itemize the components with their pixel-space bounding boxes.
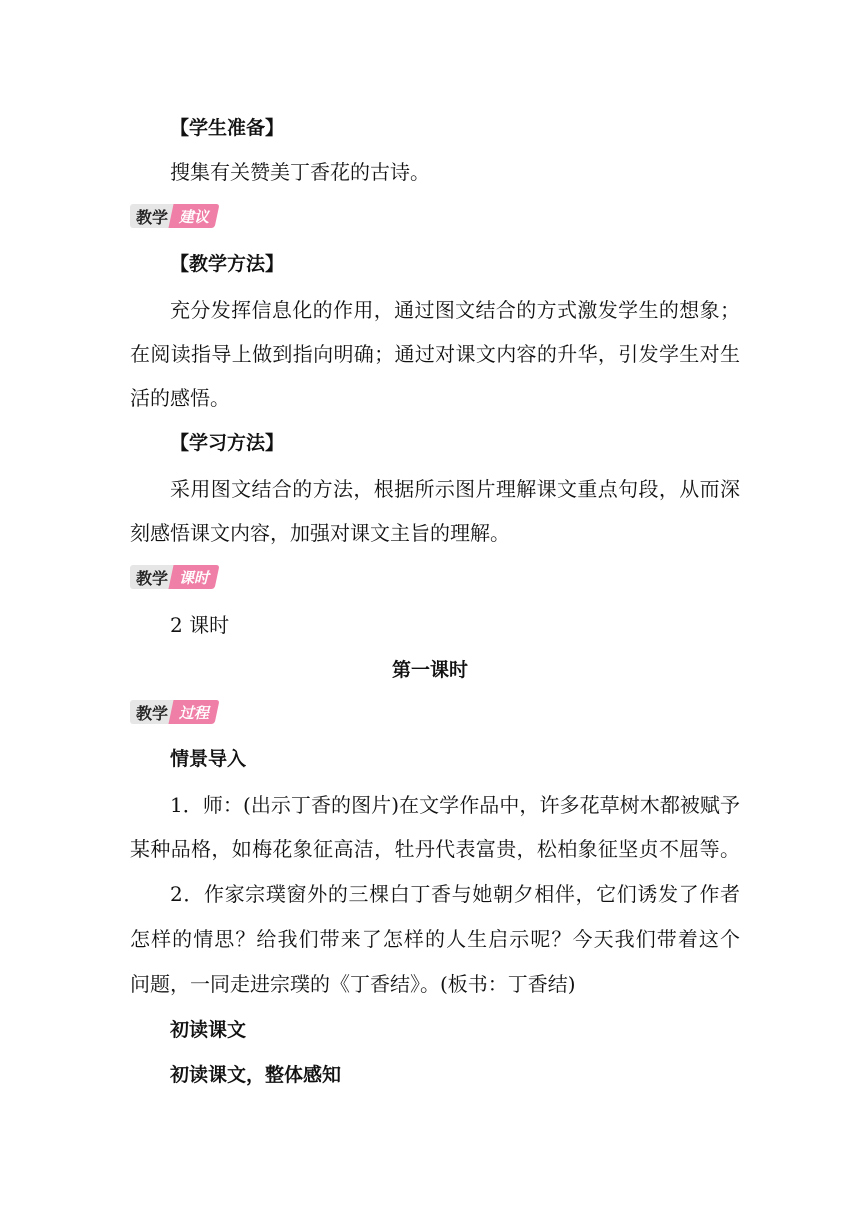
badge-teaching-hours (130, 565, 217, 589)
badge-teaching-suggestion (130, 204, 217, 228)
intro-p1-line-2: 某种品格，如梅花象征高洁，牡丹代表富贵，松柏象征坚贞不屈等。 (130, 837, 740, 861)
badge-right-label: 课时 (168, 565, 219, 589)
intro-p2-line-3: 问题，一同走进宗璞的《丁香结》。(板书：丁香结) (130, 972, 576, 996)
badge-left-label: 教学 (130, 204, 174, 228)
badge-right-label: 建议 (168, 204, 219, 228)
badge-left-label: 教学 (130, 565, 174, 589)
intro-p2-line-2: 怎样的情思？给我们带来了怎样的人生启示呢？今天我们带着这个 (130, 927, 740, 951)
student-prep-body: 搜集有关赞美丁香花的古诗。 (170, 160, 430, 184)
intro-p1-line-1: 1．师：(出示丁香的图片)在文学作品中，许多花草树木都被赋予 (170, 793, 740, 817)
learning-method-line-2: 刻感悟课文内容，加强对课文主旨的理解。 (130, 521, 510, 545)
teaching-method-line-3: 活的感悟。 (130, 386, 230, 410)
intro-p2-line-1: 2．作家宗璞窗外的三棵白丁香与她朝夕相伴，它们诱发了作者 (170, 882, 740, 906)
teaching-method-line-1: 充分发挥信息化的作用，通过图文结合的方式激发学生的想象； (170, 298, 740, 322)
lesson-title: 第一课时 (391, 659, 468, 681)
badge-right-label: 过程 (168, 700, 219, 724)
teaching-method-heading: 【教学方法】 (170, 253, 285, 275)
first-read-subheading: 初读课文，整体感知 (170, 1064, 342, 1086)
teaching-method-line-2: 在阅读指导上做到指向明确；通过对课文内容的升华，引发学生对生 (130, 342, 740, 366)
first-read-heading: 初读课文 (170, 1019, 247, 1041)
badge-teaching-process (130, 700, 217, 724)
hours-text: 2 课时 (170, 613, 230, 637)
badge-left-label: 教学 (130, 700, 174, 724)
intro-heading: 情景导入 (170, 748, 247, 770)
learning-method-line-1: 采用图文结合的方法，根据所示图片理解课文重点句段，从而深 (170, 477, 740, 501)
learning-method-heading: 【学习方法】 (170, 432, 285, 454)
student-prep-heading: 【学生准备】 (170, 117, 285, 139)
